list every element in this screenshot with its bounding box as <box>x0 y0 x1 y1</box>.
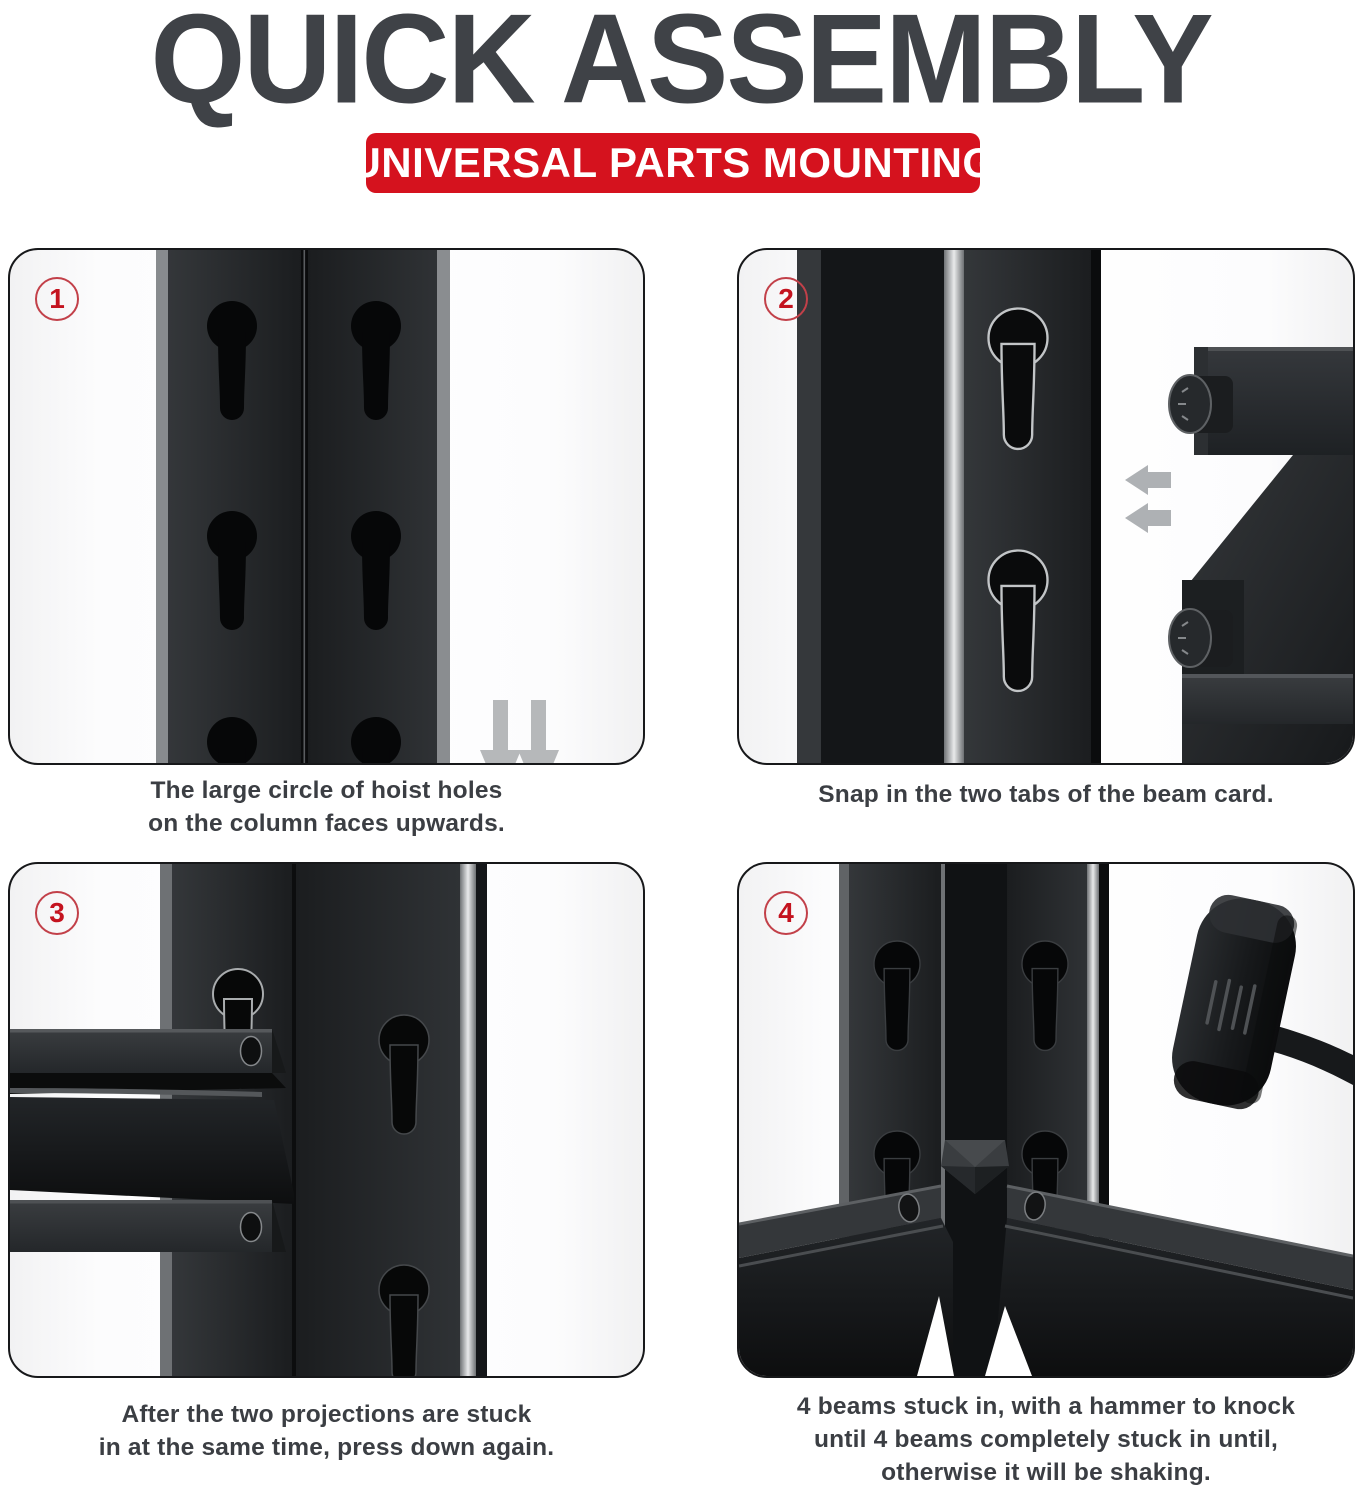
caption-line: After the two projections are stuck <box>121 1401 532 1428</box>
step-1-illustration <box>10 250 643 763</box>
right-beam <box>993 1186 1353 1376</box>
beam-card <box>1169 347 1353 763</box>
page-title: QUICK ASSEMBLY <box>150 0 1212 130</box>
step-3-panel <box>8 862 645 1378</box>
step-2-illustration <box>739 250 1353 763</box>
step-2-caption <box>737 778 1355 811</box>
step-4-badge: 4 <box>764 891 808 935</box>
step-4-panel <box>737 862 1355 1378</box>
step-3-illustration <box>10 864 643 1376</box>
upright-column <box>797 250 1101 763</box>
caption-line: on the column faces upwards. <box>148 810 505 837</box>
step-3-badge: 3 <box>35 891 79 935</box>
step-4-illustration <box>739 864 1353 1376</box>
beam-tab-pins <box>1169 375 1233 667</box>
step-1-panel <box>8 248 645 765</box>
caption-line: in at the same time, press down again. <box>98 1434 555 1461</box>
caption-line: 4 beams stuck in, with a hammer to knock <box>796 1393 1296 1420</box>
step-2-panel <box>737 248 1355 765</box>
banner: UNIVERSAL PARTS MOUNTING <box>366 133 980 193</box>
step-1-badge: 1 <box>35 277 79 321</box>
step-1-caption <box>8 774 645 840</box>
double-arrow-down-icon <box>480 700 559 763</box>
step-3-caption <box>8 1398 645 1464</box>
double-arrow-left-icon <box>1125 465 1171 533</box>
caption-line: Snap in the two tabs of the beam card. <box>818 781 1274 808</box>
hammer-icon <box>1163 890 1353 1114</box>
step-2-badge: 2 <box>764 277 808 321</box>
step-4-caption <box>737 1390 1355 1489</box>
left-beam <box>739 1186 953 1376</box>
caption-line: otherwise it will be shaking. <box>881 1459 1211 1486</box>
attached-beam <box>10 1029 294 1252</box>
caption-line: The large circle of hoist holes <box>150 777 503 804</box>
upright-column <box>156 250 450 763</box>
caption-line: until 4 beams completely stuck in until, <box>813 1426 1279 1453</box>
